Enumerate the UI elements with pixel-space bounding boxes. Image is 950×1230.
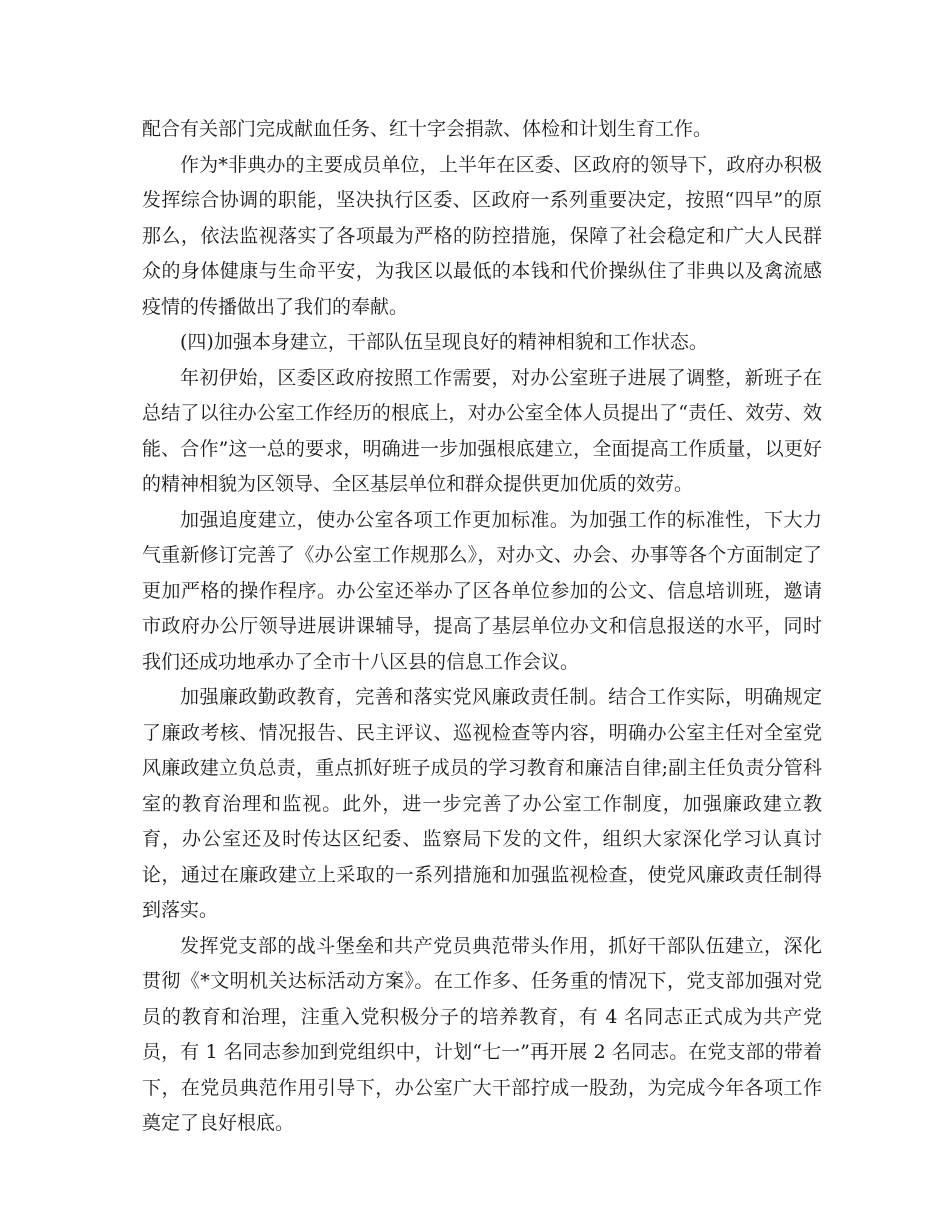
section-heading-4: (四)加强本身建立，干部队伍呈现良好的精神相貌和工作状态。: [180, 331, 708, 353]
paragraph-1: 配合有关部门完成献血任务、红十字会捐款、体检和计划生育工作。: [142, 118, 713, 140]
paragraph-6: 发挥党支部的战斗堡垒和共产党员典范带头作用，抓好干部队伍建立，深化贯彻《*文明机关达标活动方案》。在工作多、任务重的情况下，党支部加强对党员的教育和治理，注重入党积极分子的培养教育，有 4 名同志正式成为共产党员，有 1 名同志参加到党组织中，计划“七一”再开展 2 名同志。在党支部的带着下，在党员典范作用引导下，办公室广大干部拧成一股劲，为完成今年各项工作奠定了良好根底。: [142, 934, 822, 1134]
paragraph-3: 年初伊始，区委区政府按照工作需要，对办公室班子进展了调整，新班子在总结了以往办公室工作经历的根底上，对办公室全体人员提出了“责任、效劳、效能、合作”这一总的要求，明确进一步加强根底建立，全面提高工作质量，以更好的精神相貌为区领导、全区基层单位和群众提供更加优质的效劳。: [142, 366, 822, 495]
paragraph-4: 加强追度建立，使办公室各项工作更加标准。为加强工作的标准性，下大力气重新修订完善了《办公室工作规那么》，对办文、办会、办事等各个方面制定了更加严格的操作程序。办公室还举办了区各单位参加的公文、信息培训班，邀请市政府办公厅领导进展讲课辅导，提高了基层单位办文和信息报送的水平，同时我们还成功地承办了全市十八区县的信息工作会议。: [142, 508, 822, 673]
paragraph-2: 作为*非典办的主要成员单位，上半年在区委、区政府的领导下，政府办积极发挥综合协调的职能，坚决执行区委、区政府一系列重要决定，按照“四早”的原那么，依法监视落实了各项最为严格的防控措施，保障了社会稳定和广大人民群众的身体健康与生命平安，为我区以最低的本钱和代价操纵住了非典以及禽流感疫情的传播做出了我们的奉献。: [142, 153, 822, 318]
document-body: [142, 112, 822, 1142]
paragraph-5: 加强廉政勤政教育，完善和落实党风廉政责任制。结合工作实际，明确规定了廉政考核、情况报告、民主评议、巡视检查等内容，明确办公室主任对全室党风廉政建立负总责，重点抓好班子成员的学习教育和廉洁自律;副主任负责分管科室的教育治理和监视。此外，进一步完善了办公室工作制度，加强廉政建立教育，办公室还及时传达区纪委、监察局下发的文件，组织大家深化学习认真讨论，通过在廉政建立上采取的一系列措施和加强监视检查，使党风廉政责任制得到落实。: [142, 686, 822, 921]
